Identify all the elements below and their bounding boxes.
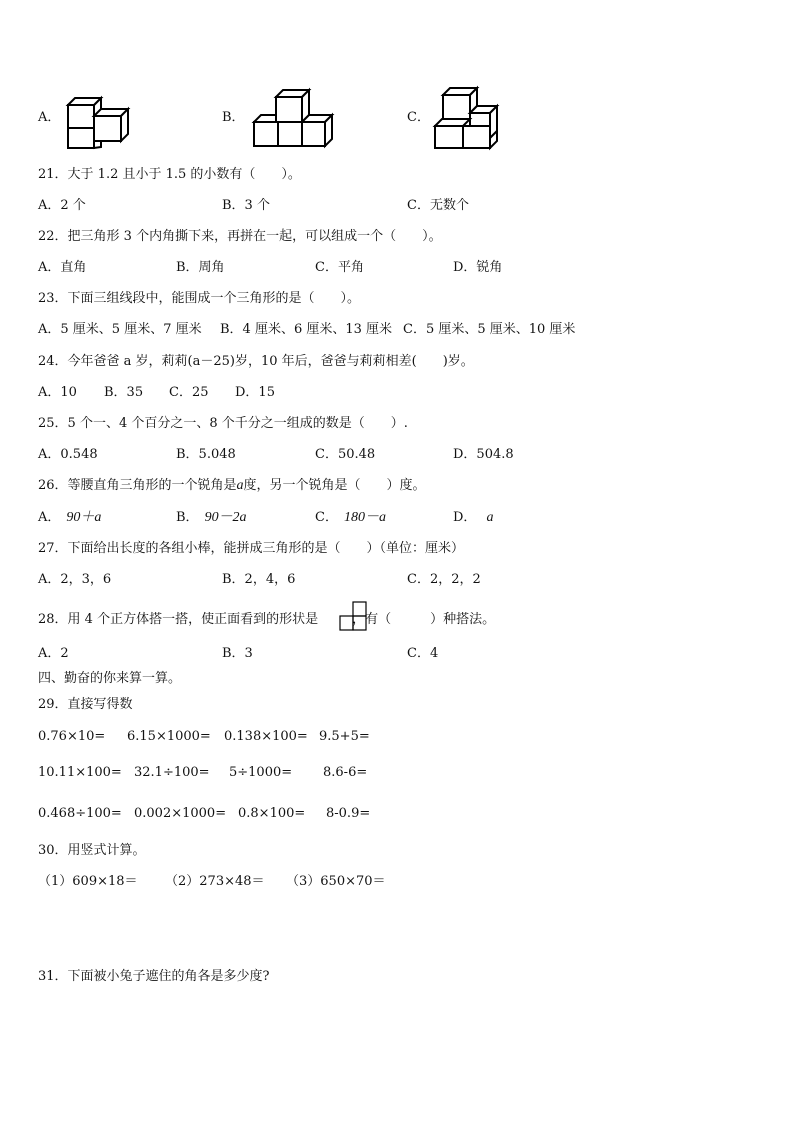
q26-option-d-label: D．	[453, 510, 477, 525]
q28-stem-pre: 28．用 4 个正方体搭一搭，使正面看到的形状是	[38, 612, 319, 627]
q28-option-a: A．2	[38, 646, 69, 661]
q27-option-c: C．2，2，2	[407, 572, 481, 587]
q26-option-d	[453, 510, 493, 526]
q22-option-b: B．周角	[176, 260, 225, 275]
q25-stem: 25．5 个一、4 个百分之一、8 个千分之一组成的数是（ ）.	[38, 416, 408, 431]
q27-option-b: B．2，4，6	[222, 572, 296, 587]
q26-option-a	[38, 510, 101, 526]
q24-option-c: C．25	[169, 385, 209, 400]
q26-option-d-expr: a	[486, 510, 494, 525]
q23-stem: 23．下面三组线段中，能围成一个三角形的是（ ）。	[38, 291, 361, 306]
q29-row-1-item-3: 0.138×100=	[224, 729, 308, 744]
q20-option-b-label: B．	[222, 110, 245, 125]
q23-option-a: A．5 厘米、5 厘米、7 厘米	[38, 322, 202, 337]
q20-option-a-figure	[62, 92, 132, 152]
q27-stem: 27．下面给出长度的各组小棒，能拼成三角形的是（ ）（单位：厘米）	[38, 541, 465, 556]
q29-row-3-item-4: 8-0.9=	[326, 806, 371, 821]
q22-option-a: A．直角	[38, 260, 87, 275]
q20-option-b-figure	[252, 88, 334, 148]
q30-stem: 30．用竖式计算。	[38, 843, 146, 858]
q25-option-d: D．504.8	[453, 447, 514, 462]
q26-stem-var: a	[236, 478, 244, 493]
q30-item-1: （1）609×18＝	[38, 874, 138, 889]
q29-row-2-item-2: 32.1÷100=	[134, 765, 210, 780]
q20-option-c-figure	[433, 86, 503, 152]
q26-stem-post: 度，另一个锐角是（ ）度。	[243, 478, 426, 493]
q29-row-3-item-1: 0.468÷100=	[38, 806, 122, 821]
q22-stem: 22．把三角形 3 个内角撕下来，再拼在一起，可以组成一个（ ）。	[38, 229, 442, 244]
q27-option-a: A．2，3，6	[38, 572, 112, 587]
q23-option-c: C．5 厘米、5 厘米、10 厘米	[403, 322, 576, 337]
q26-stem	[38, 478, 426, 494]
q26-stem-pre: 26．等腰直角三角形的一个锐角是	[38, 478, 237, 493]
q21-option-b: B．3 个	[222, 198, 270, 213]
q21-option-c: C．无数个	[407, 198, 469, 213]
q31-stem: 31．下面被小兔子遮住的角各是多少度?	[38, 969, 270, 984]
q26-option-c-label: C．	[315, 510, 338, 525]
q28-option-c: C．4	[407, 646, 439, 661]
q26-option-c	[315, 510, 386, 526]
q20-option-c-label: C．	[407, 110, 430, 125]
q29-row-1-item-1: 0.76×10=	[38, 729, 106, 744]
q29-stem: 29．直接写得数	[38, 697, 133, 712]
q28-front-view-figure	[339, 601, 371, 633]
q29-row-1-item-2: 6.15×1000=	[127, 729, 211, 744]
q24-option-a: A．10	[38, 385, 77, 400]
q23-option-b: B．4 厘米、6 厘米、13 厘米	[220, 322, 393, 337]
q24-option-b: B．35	[104, 385, 144, 400]
section-4-title: 四、勤奋的你来算一算。	[38, 671, 182, 686]
q20-option-a-label: A．	[38, 110, 61, 125]
q29-row-3-item-2: 0.002×1000=	[134, 806, 227, 821]
q22-option-d: D．锐角	[453, 260, 503, 275]
q21-option-a: A．2 个	[38, 198, 86, 213]
q25-option-a: A．0.548	[38, 447, 98, 462]
q24-option-d: D．15	[235, 385, 275, 400]
q29-row-3-item-3: 0.8×100=	[238, 806, 306, 821]
q30-item-2: （2）273×48＝	[165, 874, 265, 889]
q28-stem	[38, 609, 495, 628]
q29-row-2-item-4: 8.6-6=	[323, 765, 368, 780]
q26-option-a-label: A．	[38, 510, 61, 525]
q28-stem-post: ，有（ ）种搭法。	[352, 612, 496, 627]
q30-item-3: （3）650×70＝	[286, 874, 386, 889]
q22-option-c: C．平角	[315, 260, 364, 275]
q28-option-b: B．3	[222, 646, 253, 661]
q26-option-b-expr: 90－2a	[204, 510, 247, 525]
q25-option-b: B．5.048	[176, 447, 236, 462]
q26-option-b-label: B．	[176, 510, 199, 525]
q26-option-a-expr: 90＋a	[66, 510, 102, 525]
q21-stem: 21．大于 1.2 且小于 1.5 的小数有（ ）。	[38, 167, 301, 182]
q25-option-c: C．50.48	[315, 447, 376, 462]
q29-row-2-item-3: 5÷1000=	[229, 765, 293, 780]
q26-option-c-expr: 180－a	[343, 510, 386, 525]
q24-stem: 24．今年爸爸 a 岁，莉莉(a－25)岁，10 年后，爸爸与莉莉相差( )岁。	[38, 354, 474, 369]
q29-row-2-item-1: 10.11×100=	[38, 765, 122, 780]
q29-row-1-item-4: 9.5+5=	[319, 729, 370, 744]
q26-option-b	[176, 510, 247, 526]
